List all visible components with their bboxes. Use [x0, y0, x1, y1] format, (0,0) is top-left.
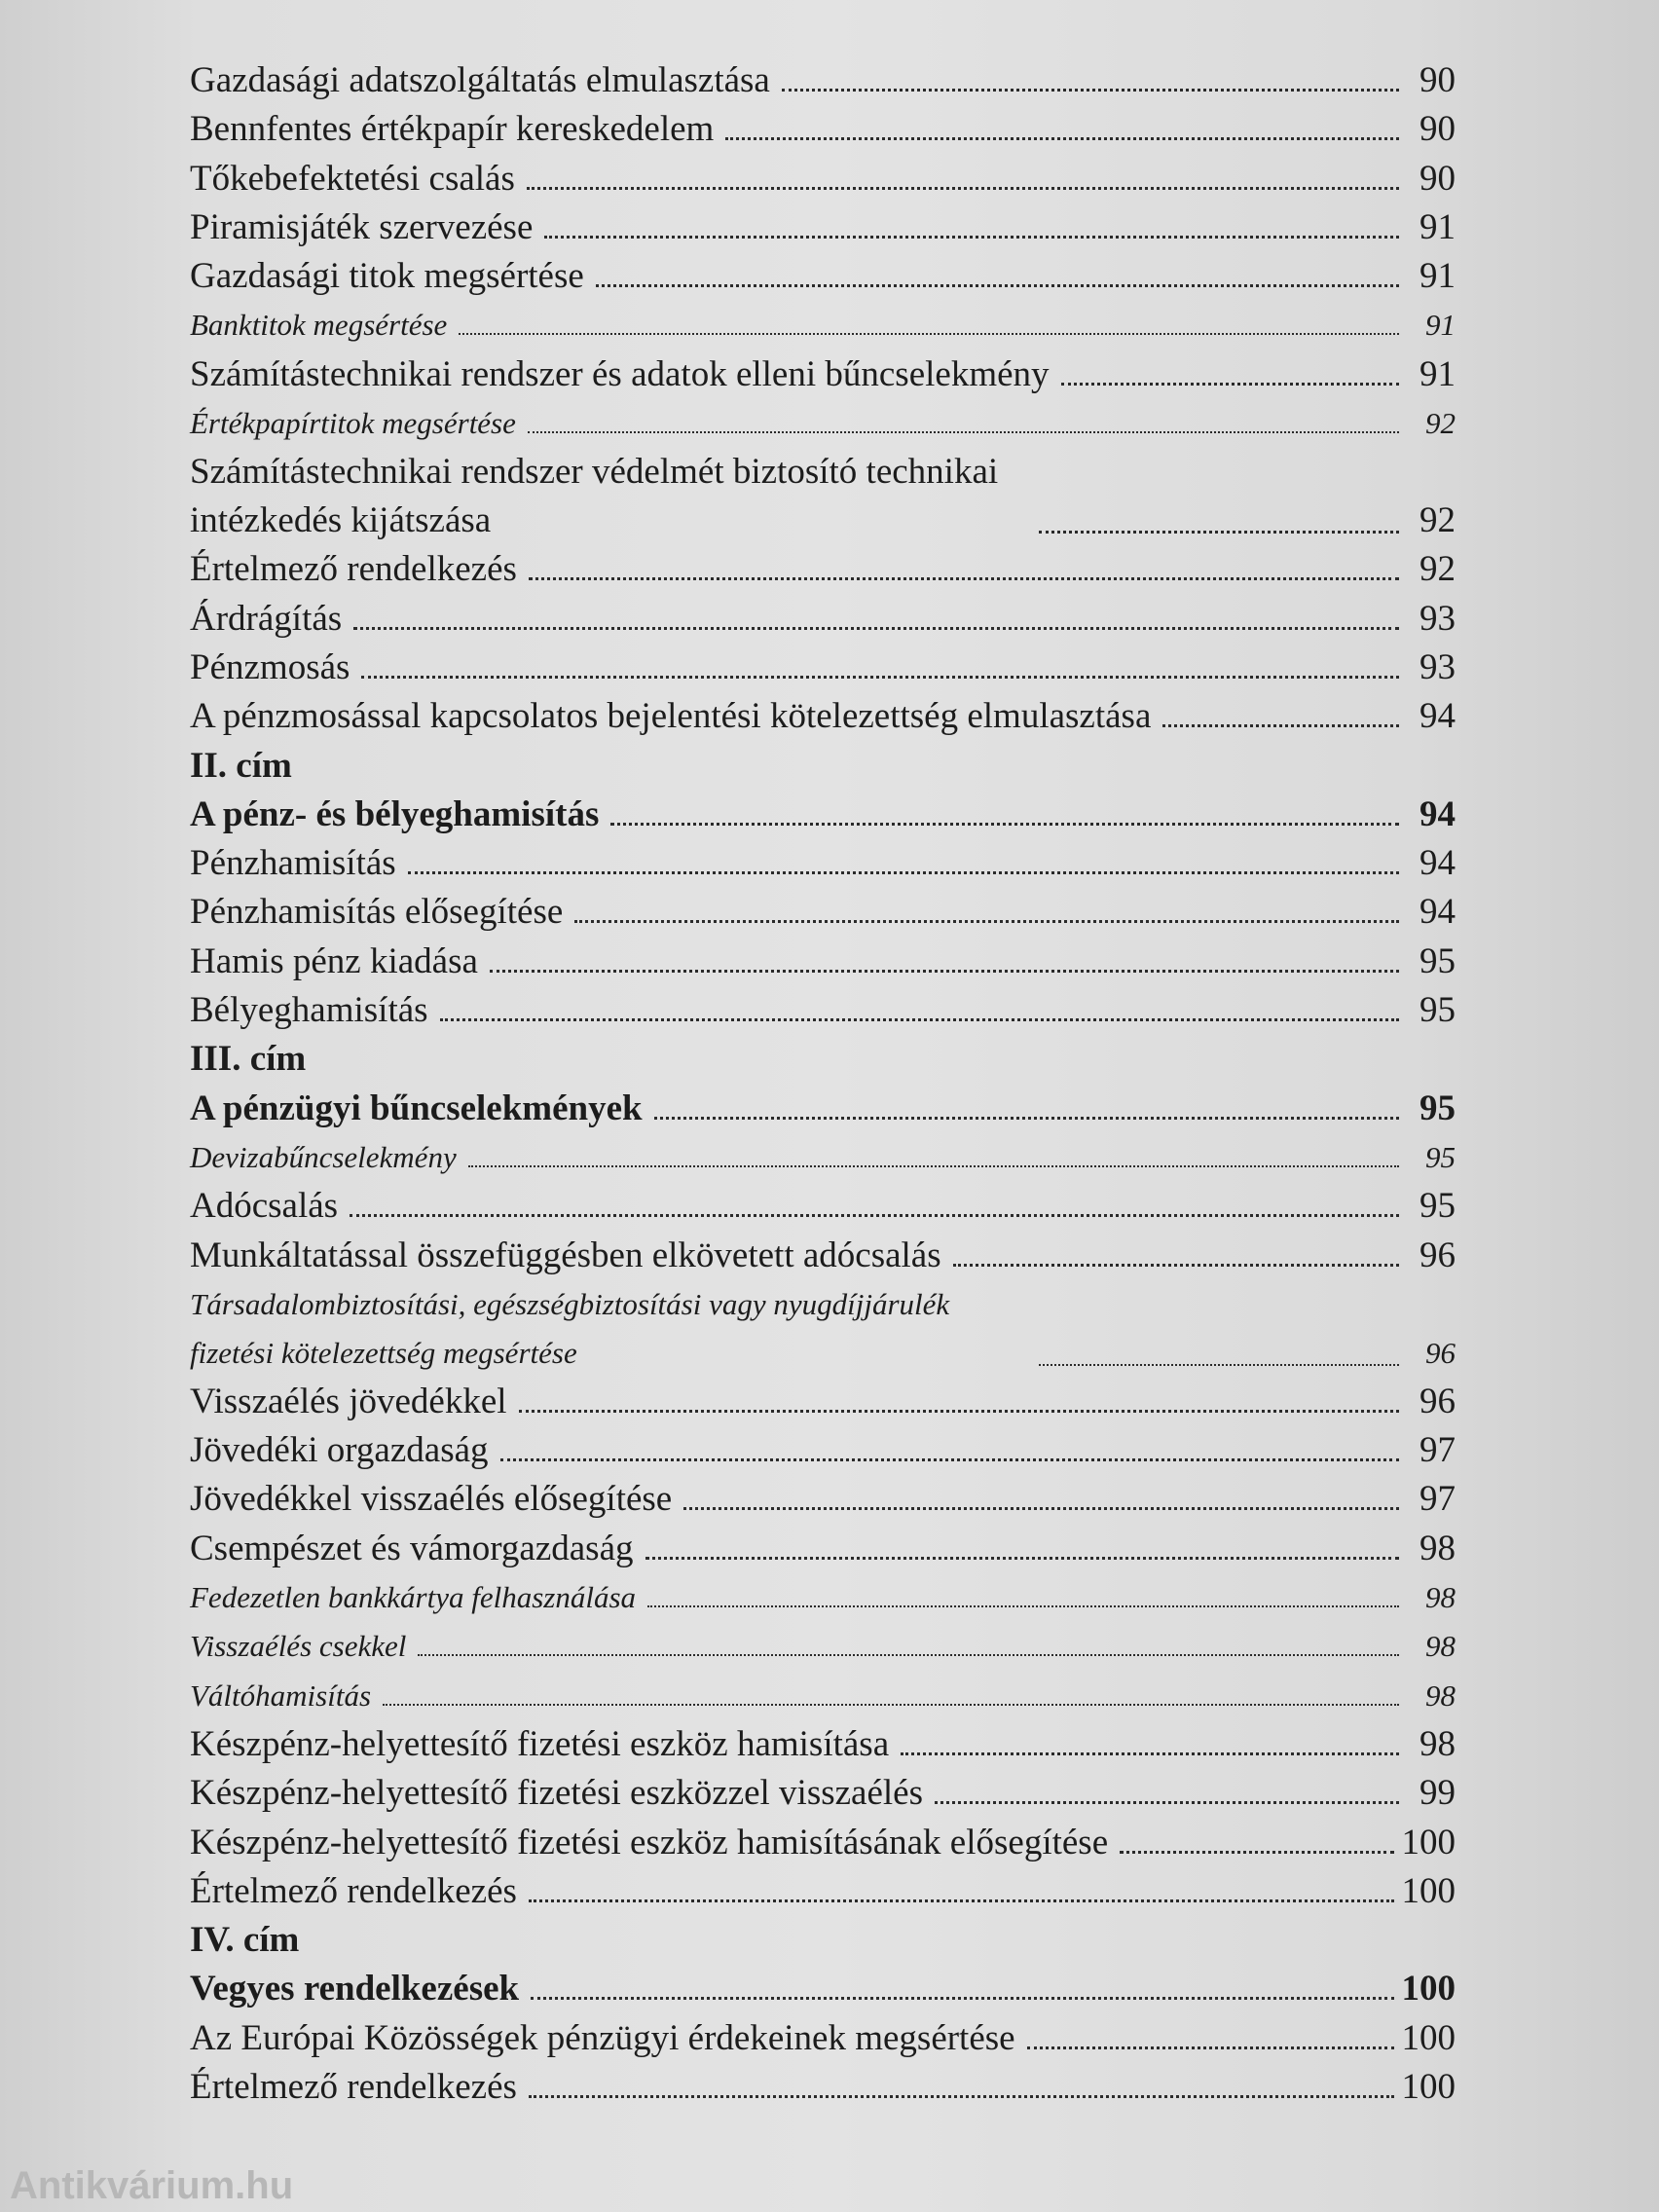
toc-entry [190, 56, 1456, 105]
toc-page-number: 90 [1419, 109, 1456, 150]
dot-leader [1120, 1850, 1393, 1854]
dot-leader [1039, 1363, 1399, 1366]
toc-entry-title: III. cím [190, 1039, 307, 1080]
dot-leader [531, 1996, 1393, 2000]
toc-page-number: 95 [1419, 990, 1456, 1031]
toc-entry [190, 1819, 1456, 1867]
toc-page-number: 98 [1425, 1677, 1456, 1713]
dot-leader [527, 186, 1399, 190]
toc-entry [190, 105, 1456, 154]
toc-entry-title: Számítástechnikai rendszer és adatok elleni bűncselekmény [190, 353, 1050, 394]
toc-page-number: 94 [1419, 892, 1456, 933]
toc-entry-title: Gazdasági titok megsértése [190, 256, 584, 297]
toc-entry [190, 1867, 1456, 1916]
toc-entry [190, 938, 1456, 986]
toc-entry-title: Devizabűncselekmény [190, 1139, 457, 1174]
toc-entry-title: Tőkebefektetési csalás [190, 158, 515, 199]
toc-page-number: 95 [1419, 1088, 1456, 1128]
toc-entry-title: II. cím [190, 745, 292, 786]
toc-entry-title: Árdrágítás [190, 598, 343, 639]
toc-page-number: 92 [1419, 500, 1456, 541]
dot-leader [654, 1116, 1399, 1120]
toc-entry-title: Vegyes rendelkezések [190, 1969, 520, 2009]
toc-entry-title: Jövedéki orgazdaság [190, 1430, 489, 1471]
toc-entry-title: Gazdasági adatszolgáltatás elmulasztása [190, 60, 770, 100]
toc-entry [190, 2063, 1456, 2112]
toc-section-heading [190, 742, 1456, 791]
toc-page-number: 98 [1425, 1629, 1456, 1664]
toc-entry-title: IV. cím [190, 1920, 300, 1961]
toc-page-number: 96 [1419, 1235, 1456, 1275]
toc-entry [190, 1573, 1456, 1622]
toc-page-number: 90 [1419, 60, 1456, 100]
toc-entry-title: Pénzmosás [190, 646, 350, 687]
toc-entry [190, 155, 1456, 203]
dot-leader [519, 1409, 1399, 1413]
dot-leader [350, 1213, 1399, 1217]
toc-entry [190, 399, 1456, 448]
toc-entry [190, 595, 1456, 644]
toc-entry [190, 1378, 1456, 1426]
table-of-contents [190, 56, 1456, 2112]
toc-entry [190, 1426, 1456, 1475]
toc-entry-title: Értelmező rendelkezés [190, 2066, 517, 2107]
toc-page-number: 96 [1425, 1335, 1456, 1370]
toc-page-number: 98 [1419, 1528, 1456, 1568]
dot-leader [782, 88, 1399, 92]
toc-entry [190, 692, 1456, 741]
dot-leader [353, 626, 1399, 630]
toc-section-heading [190, 1916, 1456, 1965]
toc-entry-title: Piramisjáték szervezése [190, 206, 534, 247]
toc-page-number: 91 [1425, 308, 1456, 343]
toc-entry [190, 791, 1456, 839]
toc-page-number: 93 [1419, 598, 1456, 639]
toc-entry-title: Váltóhamisítás [190, 1677, 372, 1713]
dot-leader [383, 1703, 1399, 1706]
dot-leader [596, 283, 1399, 287]
toc-entry-title: Készpénz-helyettesítő fizetési eszközzel visszaélés [190, 1773, 924, 1814]
toc-entry [190, 203, 1456, 252]
toc-entry-title: Munkáltatással összefüggésben elkövetett adócsalás [190, 1235, 941, 1275]
toc-entry-title: Készpénz-helyettesítő fizetési eszköz hamisítása [190, 1723, 890, 1764]
toc-entry [190, 545, 1456, 594]
toc-entry [190, 986, 1456, 1035]
toc-entry-title: A pénzügyi bűncselekmények [190, 1088, 643, 1128]
toc-page-number: 100 [1401, 2017, 1456, 2058]
toc-page-number: 92 [1419, 549, 1456, 590]
dot-leader [901, 1751, 1399, 1755]
dot-leader [1061, 382, 1399, 386]
dot-leader [683, 1506, 1399, 1510]
toc-entry [190, 301, 1456, 350]
toc-page-number: 93 [1419, 646, 1456, 687]
watermark: Antikvárium.hu [10, 2164, 294, 2207]
dot-leader [468, 1164, 1399, 1167]
toc-entry-title: Adócsalás [190, 1186, 339, 1227]
dot-leader [440, 1017, 1399, 1021]
toc-page-number: 95 [1419, 1186, 1456, 1227]
toc-entry [190, 1475, 1456, 1524]
toc-entry [190, 448, 1456, 545]
toc-entry [190, 350, 1456, 399]
toc-page-number: 98 [1419, 1723, 1456, 1764]
dot-leader [1039, 530, 1399, 534]
toc-entry-title: Pénzhamisítás [190, 843, 396, 884]
toc-page-number: 100 [1401, 1822, 1456, 1862]
toc-entry [190, 644, 1456, 692]
toc-entry-title: Visszaélés csekkel [190, 1629, 407, 1664]
toc-page-number: 98 [1425, 1580, 1456, 1615]
toc-entry [190, 1232, 1456, 1280]
dot-leader [1027, 2046, 1394, 2049]
toc-entry [190, 1085, 1456, 1133]
toc-page-number: 100 [1401, 2066, 1456, 2107]
toc-entry-title: Az Európai Közösségek pénzügyi érdekeinek megsértése [190, 2017, 1015, 2058]
toc-entry-title: Értékpapírtitok megsértése [190, 406, 516, 441]
toc-page-number: 91 [1419, 353, 1456, 394]
toc-entry [190, 839, 1456, 888]
toc-page-number: 94 [1419, 696, 1456, 737]
toc-entry-title: A pénzmosással kapcsolatos bejelentési kötelezettség elmulasztása [190, 696, 1152, 737]
dot-leader [574, 919, 1399, 923]
toc-entry [190, 252, 1456, 301]
toc-page-number: 100 [1401, 1870, 1456, 1911]
dot-leader [529, 2094, 1394, 2098]
toc-entry [190, 1720, 1456, 1769]
dot-leader [1162, 723, 1399, 727]
toc-entry [190, 1525, 1456, 1573]
toc-entry [190, 1769, 1456, 1818]
dot-leader [544, 235, 1399, 239]
dot-leader [645, 1556, 1400, 1560]
dot-leader [361, 675, 1399, 679]
toc-entry-title: Számítástechnikai rendszer védelmét biztosító technikai intézkedés kijátszása [190, 452, 999, 541]
dot-leader [935, 1800, 1399, 1804]
dot-leader [953, 1263, 1399, 1267]
toc-entry-title: Visszaélés jövedékkel [190, 1381, 507, 1421]
toc-page-number: 95 [1419, 940, 1456, 981]
toc-entry-title: Jövedékkel visszaélés elősegítése [190, 1479, 673, 1520]
toc-page-number: 97 [1419, 1430, 1456, 1471]
toc-entry [190, 1965, 1456, 2013]
toc-entry [190, 1672, 1456, 1720]
toc-section-heading [190, 1035, 1456, 1084]
toc-entry [190, 1280, 1456, 1378]
toc-page-number: 94 [1419, 843, 1456, 884]
toc-entry-title: Banktitok megsértése [190, 308, 448, 343]
dot-leader [529, 1899, 1394, 1902]
dot-leader [528, 430, 1399, 433]
dot-leader [500, 1457, 1399, 1461]
toc-entry-title: Bélyeghamisítás [190, 990, 428, 1031]
toc-page-number: 97 [1419, 1479, 1456, 1520]
toc-entry [190, 1182, 1456, 1231]
toc-entry-title: Hamis pénz kiadása [190, 940, 478, 981]
toc-page-number: 91 [1419, 206, 1456, 247]
toc-entry-title: Értelmező rendelkezés [190, 549, 517, 590]
toc-page-number: 99 [1419, 1773, 1456, 1814]
toc-entry-title: Fedezetlen bankkártya felhasználása [190, 1580, 637, 1615]
toc-entry-title: Készpénz-helyettesítő fizetési eszköz hamisításának elősegítése [190, 1822, 1109, 1862]
toc-page-number: 96 [1419, 1381, 1456, 1421]
toc-entry-title: Értelmező rendelkezés [190, 1870, 517, 1911]
toc-entry-title: Pénzhamisítás elősegítése [190, 892, 564, 933]
dot-leader [490, 969, 1399, 973]
toc-entry [190, 1622, 1456, 1671]
toc-entry [190, 1133, 1456, 1182]
toc-page-number: 91 [1419, 256, 1456, 297]
dot-leader [459, 332, 1399, 335]
toc-page-number: 90 [1419, 158, 1456, 199]
dot-leader [647, 1604, 1399, 1607]
dot-leader [529, 576, 1399, 580]
toc-page-number: 95 [1425, 1139, 1456, 1174]
dot-leader [418, 1653, 1399, 1656]
toc-page-number: 92 [1425, 406, 1456, 441]
toc-entry-title: Bennfentes értékpapír kereskedelem [190, 109, 715, 150]
toc-page-number: 94 [1419, 793, 1456, 834]
toc-entry [190, 888, 1456, 937]
dot-leader [725, 136, 1399, 140]
toc-entry [190, 2014, 1456, 2063]
toc-entry-title: Társadalombiztosítási, egészségbiztosítási vagy nyugdíjjárulék fizetési kötelezettség megsértése [190, 1286, 950, 1370]
toc-entry-title: A pénz- és bélyeghamisítás [190, 793, 600, 834]
toc-entry-title: Csempészet és vámorgazdaság [190, 1528, 634, 1568]
dot-leader [610, 822, 1399, 826]
dot-leader [408, 870, 1399, 874]
toc-page-number: 100 [1401, 1969, 1456, 2009]
